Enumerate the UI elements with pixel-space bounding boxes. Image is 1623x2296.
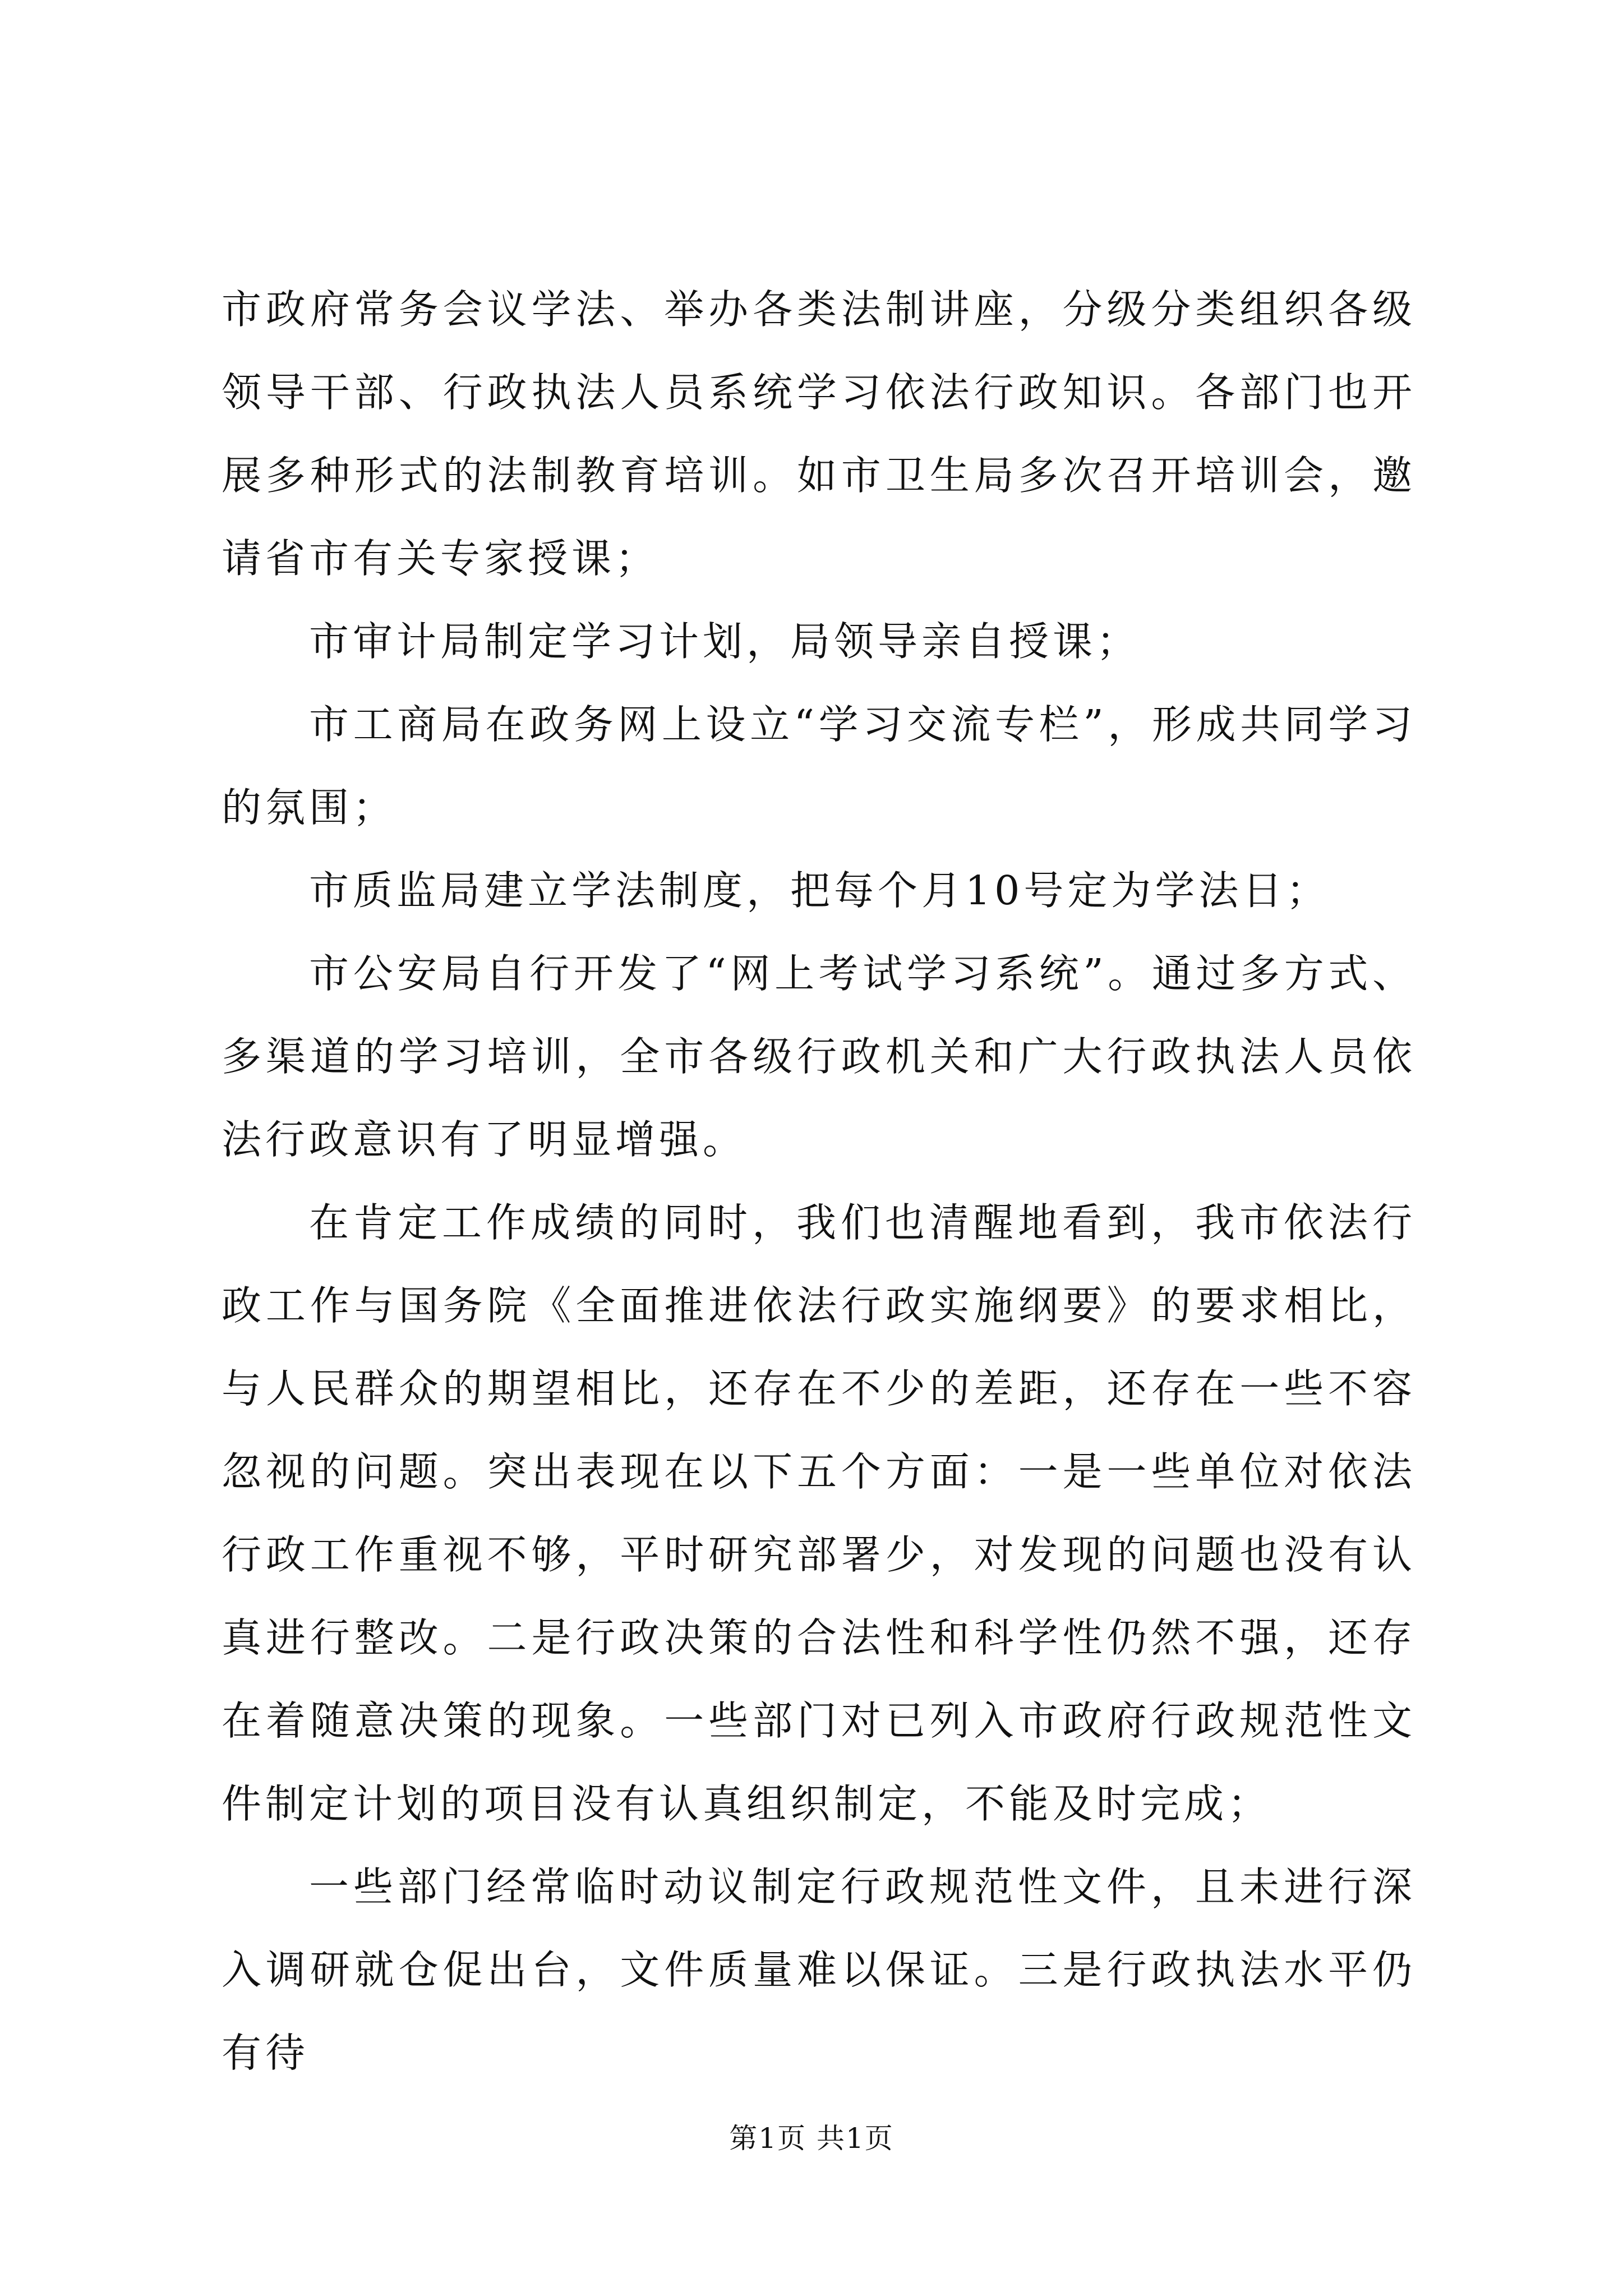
paragraph-5: 市公安局自行开发了“网上考试学习系统”。通过多方式、多渠道的学习培训，全市各级行政机关和广大行政执法人员依法行政意识有了明显增强。 xyxy=(222,950,1416,1163)
paragraph-1: 市政府常务会议学法、举办各类法制讲座，分级分类组织各级领导干部、行政执法人员系统学习依法行政知识。各部门也开展多种形式的法制教育培训。如市卫生局多次召开培训会，邀请省市有关专家授课； xyxy=(222,286,1416,582)
paragraph-3: 市工商局在政务网上设立“学习交流专栏”，形成共同学习的氛围； xyxy=(222,701,1416,831)
paragraph-4: 市质监局建立学法制度，把每个月10号定为学法日； xyxy=(309,867,1330,914)
paragraph-7: 一些部门经常临时动议制定行政规范性文件，且未进行深入调研就仓促出台，文件质量难以保证。三是行政执法水平仍有待 xyxy=(222,1864,1416,2076)
paragraph-6: 在肯定工作成绩的同时，我们也清醒地看到，我市依法行政工作与国务院《全面推进依法行政实施纲要》的要求相比，与人民群众的期望相比，还存在不少的差距，还存在一些不容忽视的问题。突出表现在以下五个方面：一是一些单位对依法行政工作重视不够，平时研究部署少，对发现的问题也没有认真进行整改。二是行政决策的合法性和科学性仍然不强，还存在着随意决策的现象。一些部门对已列入市政府行政规范性文件制定计划的项目没有认真组织制定，不能及时完成； xyxy=(222,1199,1416,1827)
paragraph-2: 市审计局制定学习计划，局领导亲自授课； xyxy=(309,618,1141,665)
page-footer: 第1页 共1页 xyxy=(729,2122,894,2155)
document-body xyxy=(222,268,1416,2095)
